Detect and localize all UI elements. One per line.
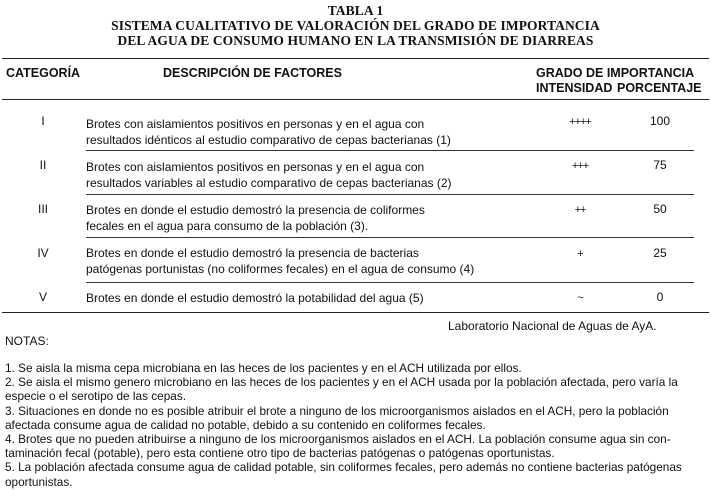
row-descripcion	[86, 245, 496, 277]
note-line: oportunistas.	[5, 474, 73, 489]
row-descripcion-line: Brotes en donde el estudio demostró la presencia de bacterias	[86, 246, 419, 260]
header-porcentaje: PORCENTAJE	[617, 81, 702, 95]
row-categoria: V	[38, 290, 47, 304]
row-separator	[86, 282, 694, 283]
row-descripcion-line: Brotes en donde el estudio demostró la potabilidad del agua (5)	[86, 291, 424, 305]
table-title-line-1: SISTEMA CUALITATIVO DE VALORACIÓN DEL GRADO DE IMPORTANCIA	[111, 18, 600, 33]
row-categoria: I	[41, 114, 45, 128]
table-number: TABLA 1	[327, 3, 384, 18]
notes-list	[5, 361, 708, 489]
row-intensidad: +++	[571, 160, 589, 172]
row-descripcion	[86, 290, 496, 306]
header-categoria: CATEGORÍA	[6, 66, 81, 80]
row-separator	[86, 194, 694, 195]
row-categoria: IV	[37, 246, 49, 260]
source-credit: Laboratorio Nacional de Aguas de AyA.	[448, 319, 657, 333]
row-porcentaje: 75	[653, 158, 667, 172]
row-descripcion-line: Brotes en donde el estudio demostró la presencia de coliformes	[86, 203, 425, 217]
note-line: 5. La población afectada consume agua de calidad potable, sin coliformes fecales, pero además no contiene bacterias patógenas	[5, 460, 682, 475]
note-line: especie o el serotipo de las cepas.	[5, 389, 186, 404]
header-grado: GRADO DE IMPORTANCIA	[536, 66, 695, 80]
table-bottom-rule	[2, 312, 709, 313]
table-title	[0, 3, 711, 48]
header-intensidad: INTENSIDAD	[536, 81, 613, 95]
row-descripcion	[86, 202, 496, 234]
row-porcentaje: 100	[649, 114, 671, 128]
table-title-line-2: DEL AGUA DE CONSUMO HUMANO EN LA TRANSMISIÓN DE DIARREAS	[117, 33, 594, 48]
notes-heading: NOTAS:	[5, 334, 49, 348]
row-porcentaje: 0	[656, 290, 664, 304]
header-bottom-rule	[2, 99, 709, 100]
row-descripcion-line: patógenas portunistas (no coliformes fecales) en el agua de consumo (4)	[86, 262, 475, 276]
row-porcentaje: 25	[653, 246, 667, 260]
header-descripcion: DESCRIPCIÓN DE FACTORES	[163, 66, 342, 80]
note-line: 4. Brotes que no pueden atribuirse a ninguno de los microorganismos aislados en el ACH. La población consume agua sin con-	[5, 432, 671, 447]
note-line: 1. Se aisla la misma cepa microbiana en las heces de los pacientes y en el ACH utilizada por ellos.	[5, 361, 522, 375]
row-descripcion	[86, 159, 496, 191]
row-intensidad: ++	[574, 204, 586, 216]
row-porcentaje: 50	[653, 202, 667, 216]
row-descripcion-line: fecales en el agua para consumo de la población (3).	[86, 219, 369, 233]
row-descripcion-line: resultados idénticos al estudio comparativo de cepas bacterianas (1)	[86, 133, 451, 147]
row-intensidad: ~	[577, 292, 583, 304]
table-top-rule	[2, 58, 709, 59]
note-line: 2. Se aisla el mismo genero microbiano en las heces de los pacientes y en el ACH usada por la población afectada, pero varía la	[5, 375, 678, 390]
note-line: taminación fecal (potable), pero esta contiene otro tipo de bacterias patógenas o patógenas oportunistas.	[5, 446, 555, 461]
row-descripcion	[86, 116, 496, 148]
row-separator	[86, 237, 694, 238]
row-descripcion-line: Brotes con aislamientos positivos en personas y en el agua con	[86, 160, 425, 174]
row-categoria: II	[39, 158, 47, 172]
row-intensidad: +	[577, 248, 583, 260]
row-intensidad: ++++	[569, 116, 591, 128]
note-line: afectada consume agua de calidad no potable, debido a su contenido en coliformes fecales.	[5, 417, 486, 432]
note-line: 3. Situaciones en donde no es posible atribuir el brote a ninguno de los microorganismos aislados en el ACH, pero la población	[5, 403, 669, 418]
row-categoria: III	[37, 202, 48, 216]
row-separator	[86, 150, 694, 151]
row-descripcion-line: resultados variables al estudio comparativo de cepas bacterianas (2)	[86, 176, 452, 190]
row-descripcion-line: Brotes con aislamientos positivos en personas y en el agua con	[86, 117, 425, 131]
